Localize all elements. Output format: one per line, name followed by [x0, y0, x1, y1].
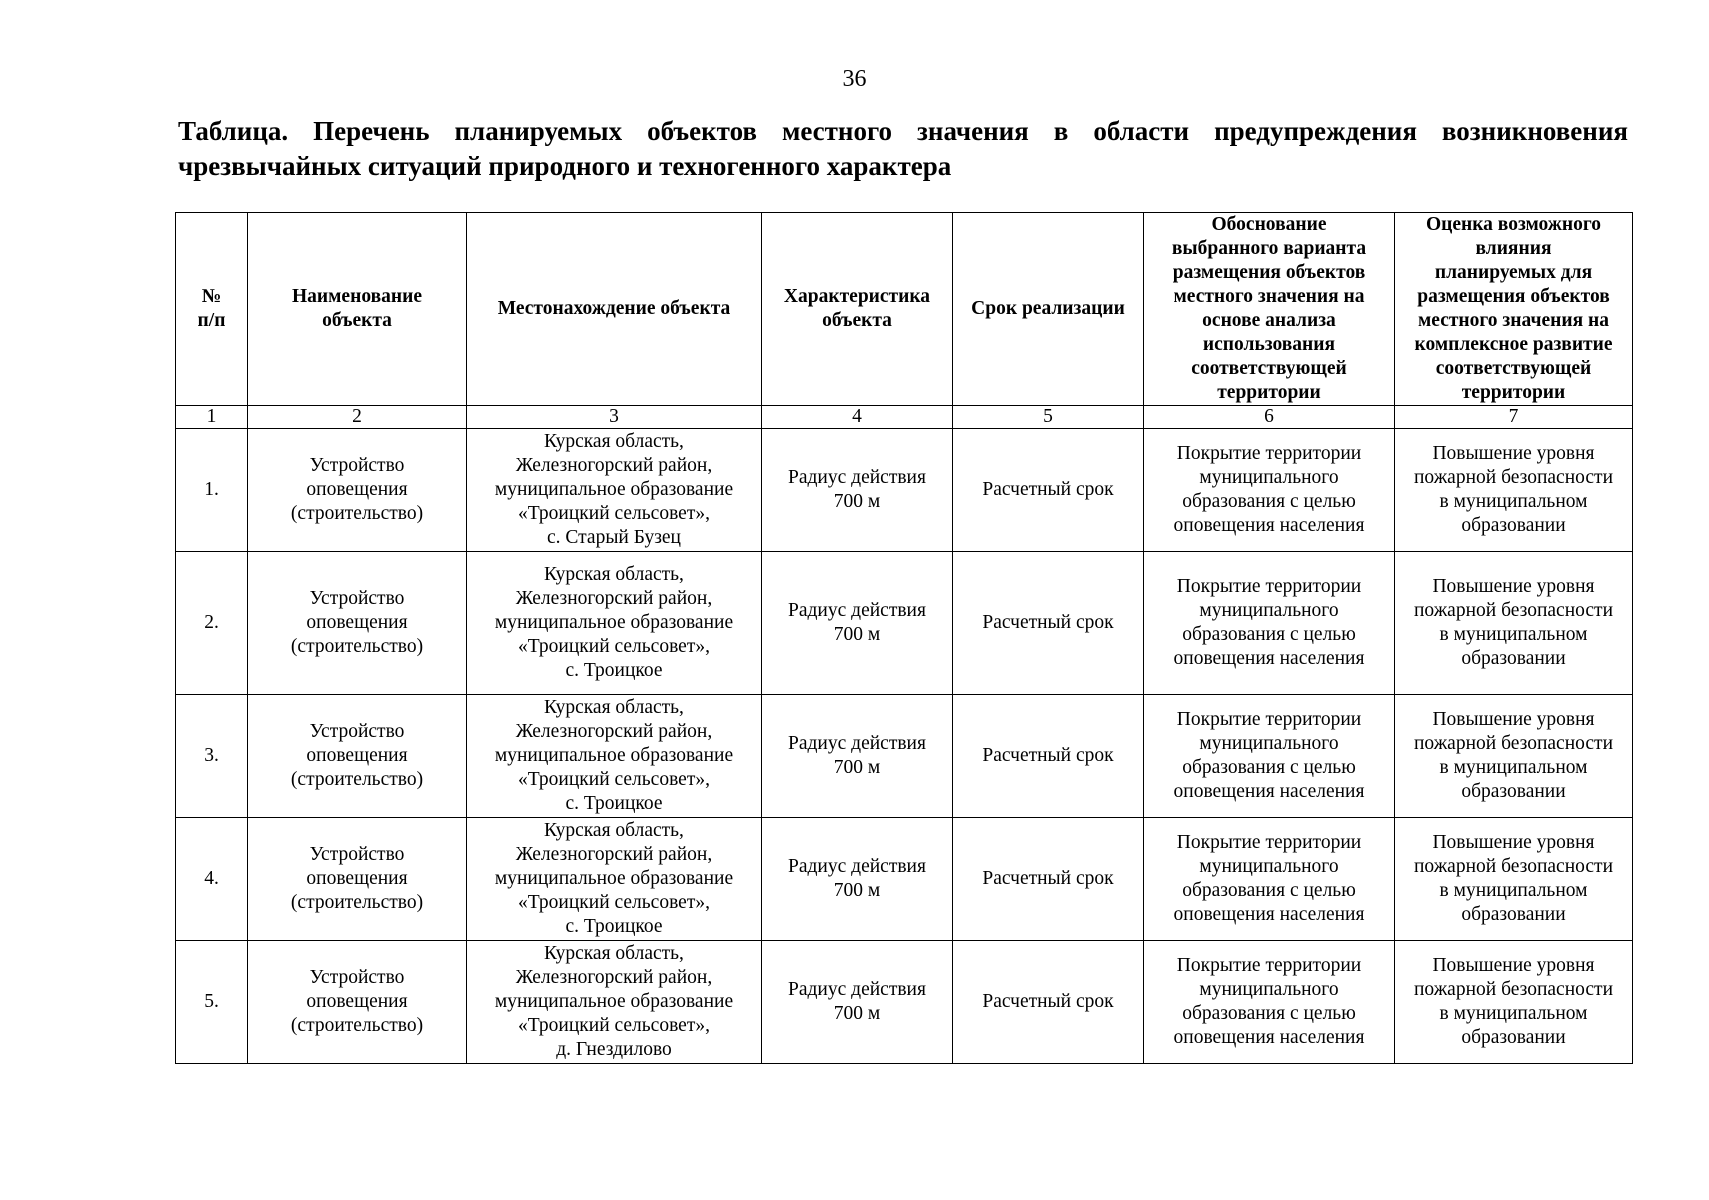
- row-number: 4.: [176, 818, 248, 941]
- implementation-term: Расчетный срок: [953, 695, 1144, 818]
- placement-justification: Покрытие территории муниципального образования с целью оповещения населения: [1144, 429, 1395, 552]
- impact-assessment: Повышение уровня пожарной безопасности в муниципальном образовании: [1395, 552, 1633, 695]
- column-number: 1: [176, 406, 248, 429]
- row-number: 5.: [176, 941, 248, 1064]
- object-name: Устройство оповещения (строительство): [248, 552, 467, 695]
- object-name: Устройство оповещения (строительство): [248, 695, 467, 818]
- column-number: 5: [953, 406, 1144, 429]
- column-number: 3: [467, 406, 762, 429]
- object-name: Устройство оповещения (строительство): [248, 818, 467, 941]
- table-row: [176, 552, 1633, 695]
- implementation-term: Расчетный срок: [953, 429, 1144, 552]
- object-location: Курская область, Железногорский район, муниципальное образование «Троицкий сельсовет», д. Гнездилово: [467, 941, 762, 1064]
- implementation-term: Расчетный срок: [953, 941, 1144, 1064]
- object-location: Курская область, Железногорский район, муниципальное образование «Троицкий сельсовет», с. Троицкое: [467, 818, 762, 941]
- row-number: 3.: [176, 695, 248, 818]
- header-cell-term: Срок реализации: [953, 213, 1144, 406]
- header-cell-justification: Обоснование выбранного варианта размещения объектов местного значения на основе анализа использования соответствующей территории: [1144, 213, 1395, 406]
- placement-justification: Покрытие территории муниципального образования с целью оповещения населения: [1144, 941, 1395, 1064]
- column-number-row: [176, 406, 1633, 429]
- placement-justification: Покрытие территории муниципального образования с целью оповещения населения: [1144, 695, 1395, 818]
- implementation-term: Расчетный срок: [953, 552, 1144, 695]
- table-header-row: [176, 213, 1633, 406]
- object-characteristic: Радиус действия 700 м: [762, 941, 953, 1064]
- object-characteristic: Радиус действия 700 м: [762, 818, 953, 941]
- column-number: 4: [762, 406, 953, 429]
- placement-justification: Покрытие территории муниципального образования с целью оповещения населения: [1144, 818, 1395, 941]
- object-characteristic: Радиус действия 700 м: [762, 695, 953, 818]
- implementation-term: Расчетный срок: [953, 818, 1144, 941]
- object-characteristic: Радиус действия 700 м: [762, 552, 953, 695]
- page-number: 36: [842, 66, 867, 92]
- header-cell-number: № п/п: [176, 213, 248, 406]
- impact-assessment: Повышение уровня пожарной безопасности в муниципальном образовании: [1395, 941, 1633, 1064]
- column-number: 6: [1144, 406, 1395, 429]
- header-cell-characteristic: Характеристика объекта: [762, 213, 953, 406]
- object-characteristic: Радиус действия 700 м: [762, 429, 953, 552]
- objects-table: [175, 212, 1633, 1064]
- object-name: Устройство оповещения (строительство): [248, 429, 467, 552]
- object-location: Курская область, Железногорский район, муниципальное образование «Троицкий сельсовет», с. Старый Бузец: [467, 429, 762, 552]
- object-location: Курская область, Железногорский район, муниципальное образование «Троицкий сельсовет», с. Троицкое: [467, 552, 762, 695]
- table-row: [176, 818, 1633, 941]
- column-number: 2: [248, 406, 467, 429]
- table-row: [176, 941, 1633, 1064]
- placement-justification: Покрытие территории муниципального образования с целью оповещения населения: [1144, 552, 1395, 695]
- column-number: 7: [1395, 406, 1633, 429]
- object-location: Курская область, Железногорский район, муниципальное образование «Троицкий сельсовет», с. Троицкое: [467, 695, 762, 818]
- row-number: 2.: [176, 552, 248, 695]
- header-cell-assessment: Оценка возможного влияния планируемых для размещения объектов местного значения на комплексное развитие соответствующей территории: [1395, 213, 1633, 406]
- row-number: 1.: [176, 429, 248, 552]
- impact-assessment: Повышение уровня пожарной безопасности в муниципальном образовании: [1395, 429, 1633, 552]
- header-cell-location: Местонахождение объекта: [467, 213, 762, 406]
- table-row: [176, 429, 1633, 552]
- document-title: Таблица. Перечень планируемых объектов местного значения в области предупреждения возникновения чрезвычайных ситуаций природного и техногенного характера: [178, 116, 1628, 181]
- object-name: Устройство оповещения (строительство): [248, 941, 467, 1064]
- table-row: [176, 695, 1633, 818]
- impact-assessment: Повышение уровня пожарной безопасности в муниципальном образовании: [1395, 818, 1633, 941]
- header-cell-name: Наименование объекта: [248, 213, 467, 406]
- impact-assessment: Повышение уровня пожарной безопасности в муниципальном образовании: [1395, 695, 1633, 818]
